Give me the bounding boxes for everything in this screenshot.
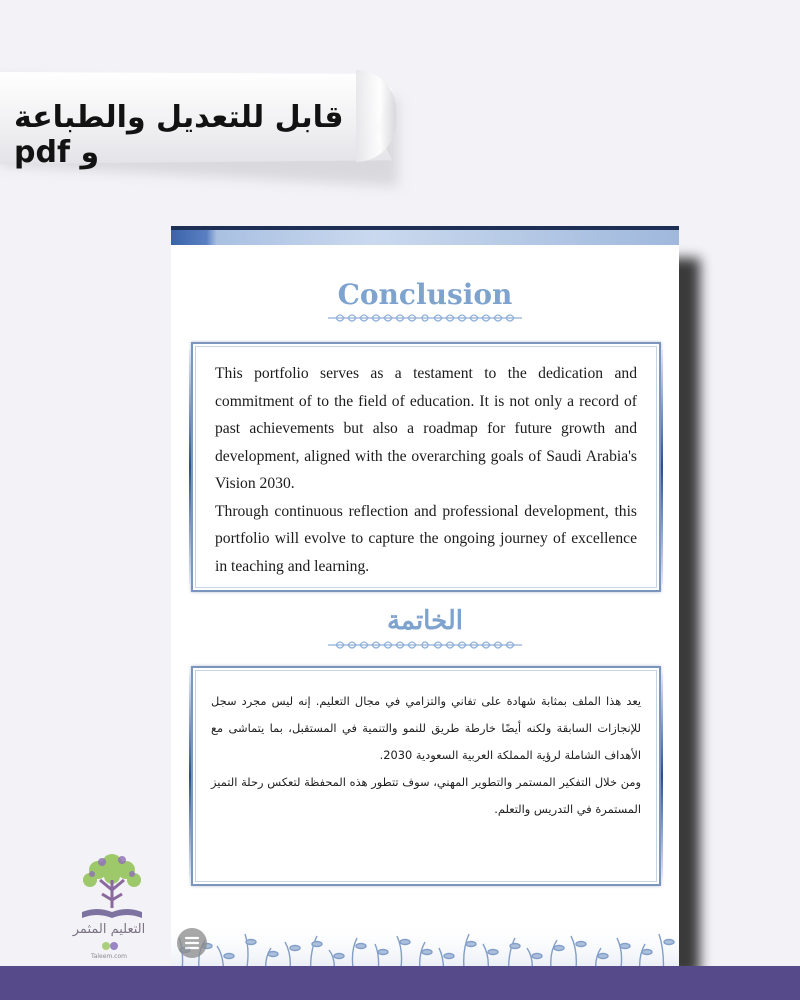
- english-body: [215, 360, 637, 580]
- conclusion-box-english: [191, 342, 661, 592]
- logo-name: التعليم المثمر: [72, 922, 146, 937]
- tree-logo-icon: [72, 850, 152, 922]
- bottom-bar: [0, 966, 800, 1000]
- english-paragraph-2: Through continuous reflection and professional development, this portfolio will evolve to capture the ongoing journey of excellence in teaching and learning.: [215, 502, 637, 575]
- logo-dots: [102, 941, 118, 951]
- heading-arabic: الخاتمة: [386, 606, 464, 636]
- arabic-body: [211, 688, 641, 823]
- banner-text: قابل للتعديل والطباعة و pdf: [14, 100, 344, 170]
- list-icon: [177, 928, 207, 958]
- flourish-divider: [326, 311, 524, 325]
- document-page: [171, 226, 679, 978]
- heading-english: Conclusion: [337, 278, 513, 311]
- logo-url: Taleem.com: [91, 953, 127, 960]
- flourish-divider-arabic: [326, 638, 524, 652]
- conclusion-box-arabic: [191, 666, 661, 886]
- list-button[interactable]: [177, 928, 207, 958]
- top-accent-bar: [171, 230, 679, 245]
- arabic-paragraph-1: يعد هذا الملف بمثابة شهادة على تفاني والتزامي في مجال التعليم. إنه ليس مجرد سجل للإنجازات السابقة ولكنه أيضًا خارطة طريق للنمو والتنمية في المستقبل، بما يتماشى مع الأهداف الشاملة لرؤية المملكة العربية السعودية 2030.: [211, 694, 641, 762]
- english-paragraph-1: This portfolio serves as a testament to the dedication and commitment of to the field of education. It is not only a record of past achievements but also a roadmap for future growth and development, aligned with the overarching goals of Saudi Arabia's Vision 2030.: [215, 365, 637, 492]
- arabic-paragraph-2: ومن خلال التفكير المستمر والتطوير المهني، سوف تتطور هذه المحفظة لتعكس رحلة التميز المستمرة في التدريس والتعلم.: [211, 775, 641, 816]
